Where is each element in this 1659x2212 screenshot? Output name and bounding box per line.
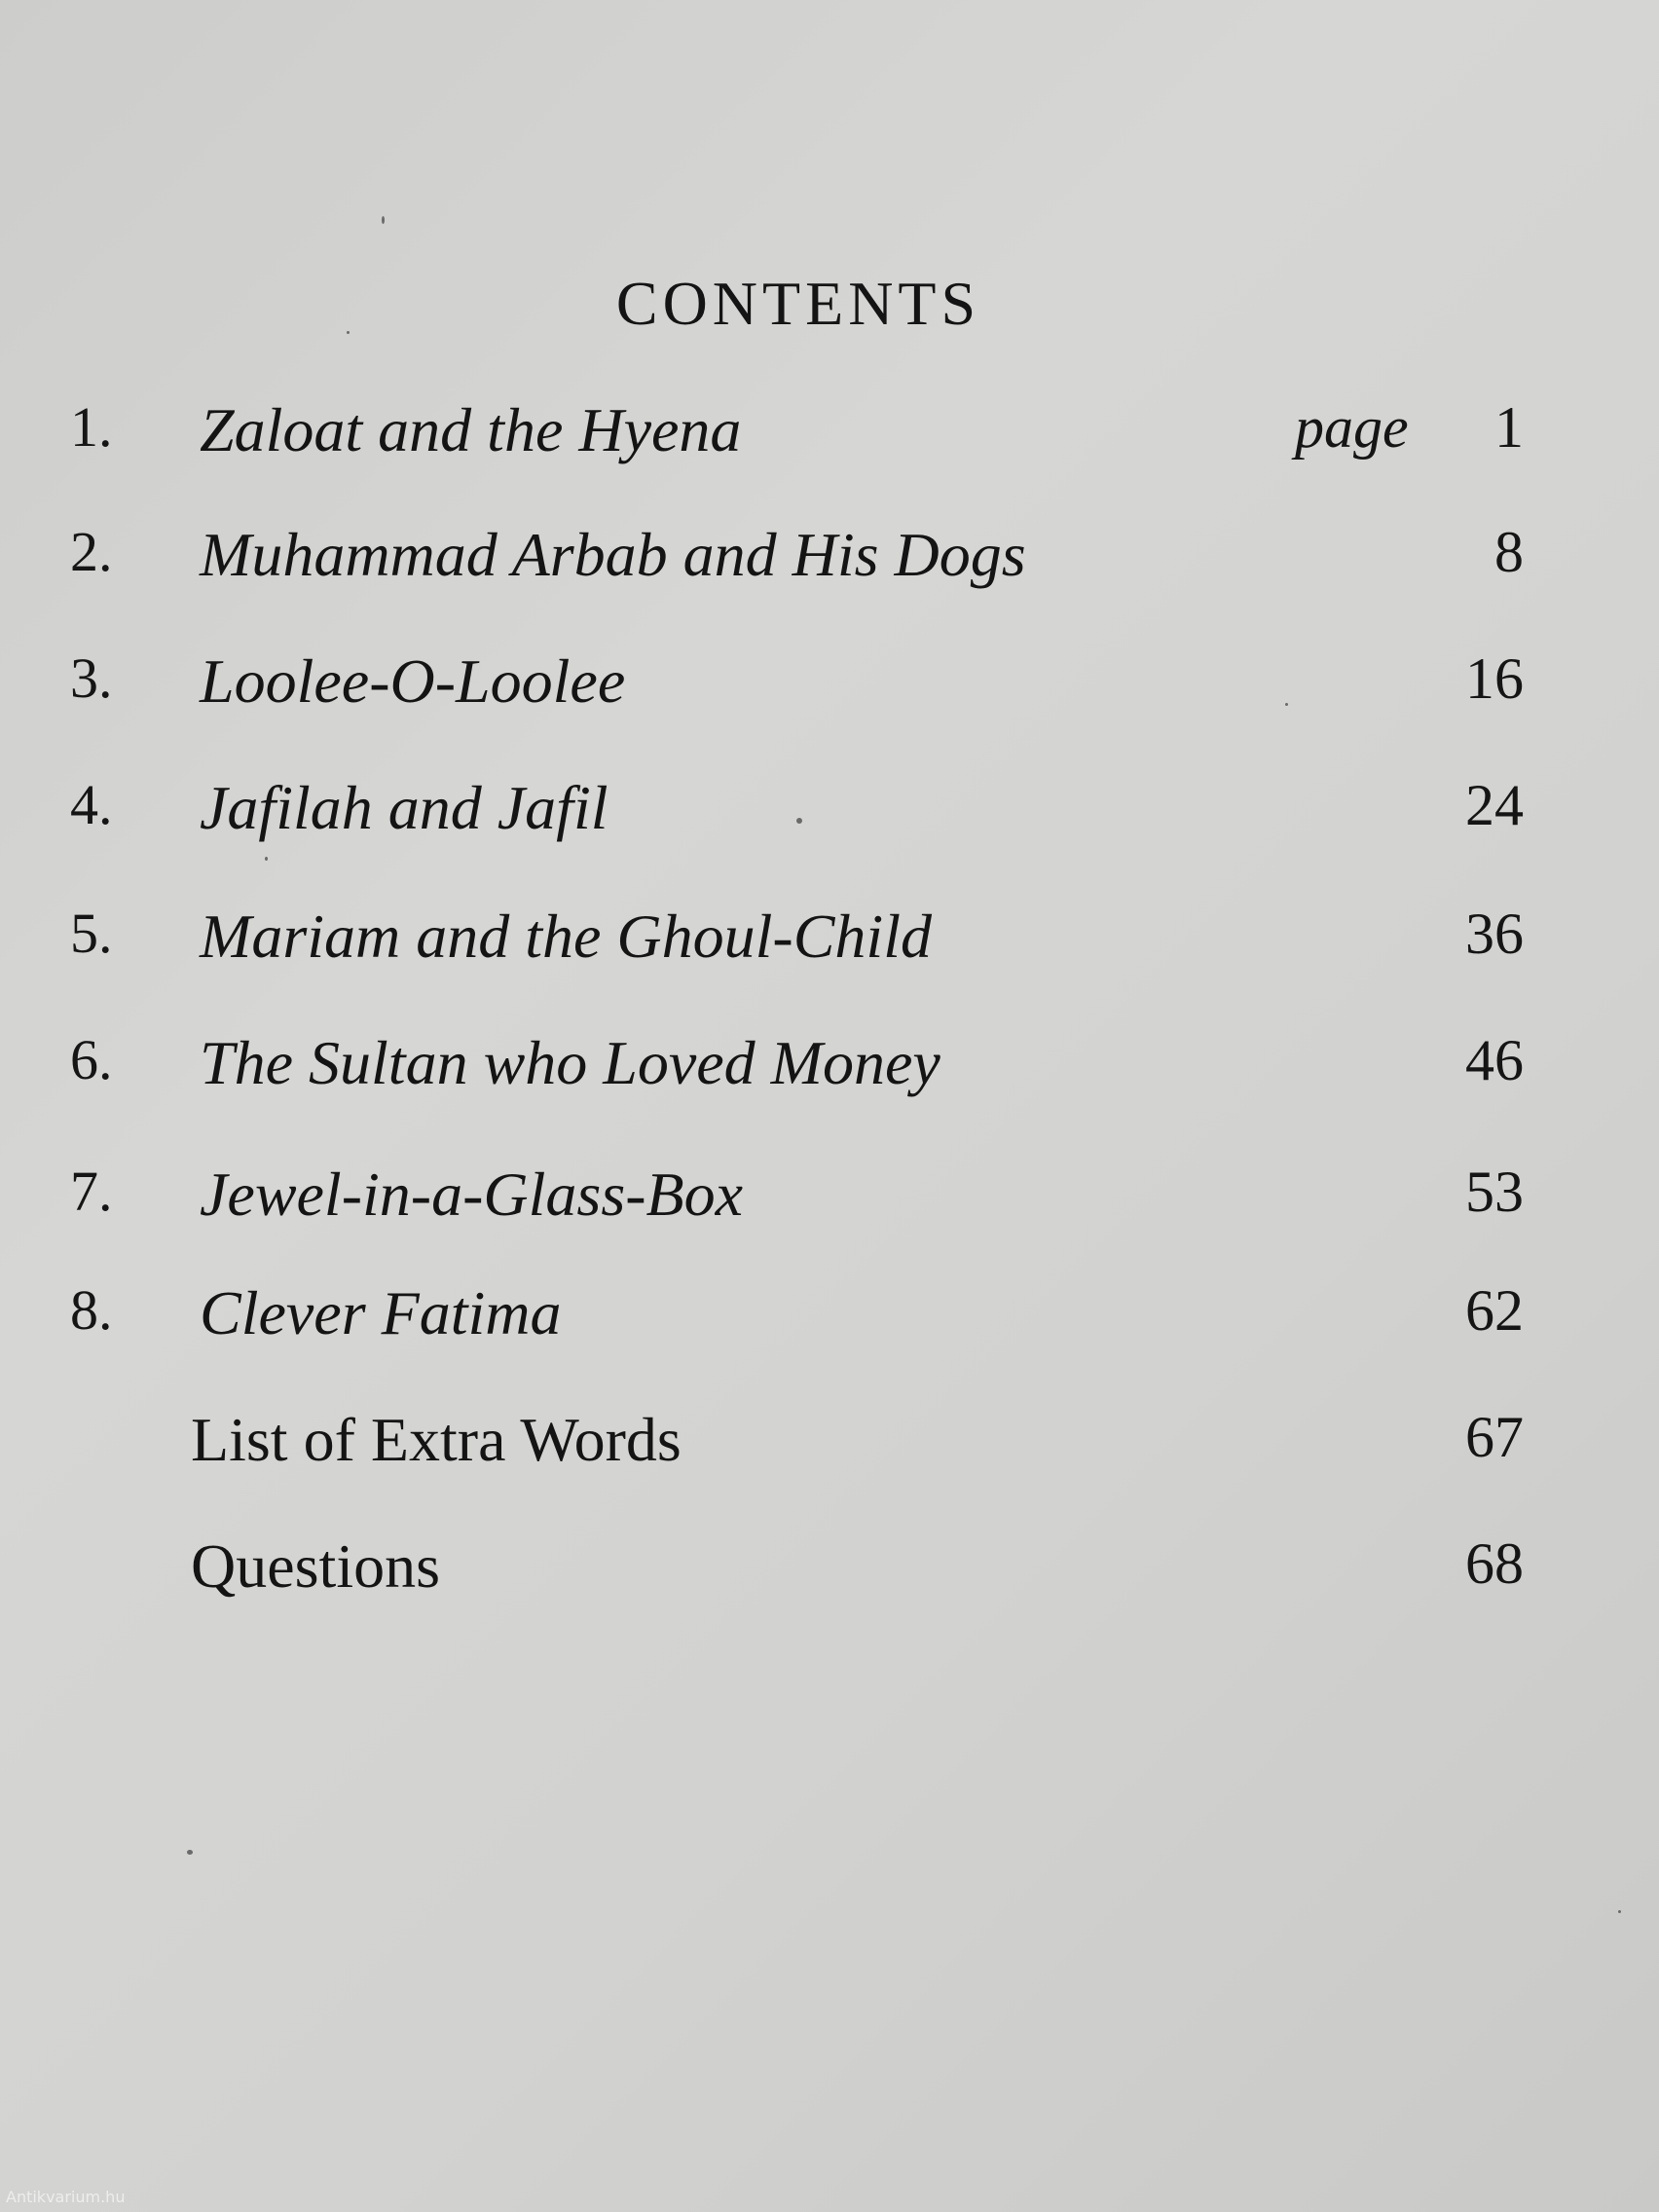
source-watermark: Antikvarium.hu [6, 2188, 126, 2206]
entry-title: Loolee-O-Loolee [200, 646, 626, 716]
toc-entry[interactable] [0, 394, 1659, 492]
extra-page-number: 67 [1465, 1405, 1524, 1469]
toc-extra-entry[interactable] [0, 1530, 1659, 1628]
entry-page-number: 53 [1465, 1160, 1524, 1224]
entry-page-number: 1 [1494, 395, 1524, 460]
entry-title: The Sultan who Loved Money [200, 1028, 940, 1097]
entry-title: Jewel-in-a-Glass-Box [200, 1160, 744, 1229]
toc-entry[interactable] [0, 1027, 1659, 1124]
paper-speck [187, 1850, 193, 1855]
extra-page-number: 68 [1465, 1531, 1524, 1596]
paper-speck [265, 857, 268, 861]
entry-title: Zaloat and the Hyena [200, 395, 742, 464]
contents-heading: CONTENTS [615, 269, 981, 338]
toc-entry[interactable] [0, 772, 1659, 869]
entry-title: Jafilah and Jafil [200, 773, 608, 842]
entry-page-number: 62 [1465, 1278, 1524, 1343]
entry-number: 3. [70, 646, 113, 710]
entry-number: 1. [70, 395, 113, 459]
toc-entry[interactable] [0, 1277, 1659, 1375]
entry-number: 6. [70, 1028, 113, 1091]
entry-title: Muhammad Arbab and His Dogs [200, 520, 1026, 589]
toc-extra-entry[interactable] [0, 1404, 1659, 1501]
entry-number: 5. [70, 902, 113, 965]
entry-number: 2. [70, 520, 113, 583]
entry-page-number: 46 [1465, 1028, 1524, 1092]
entry-page-number: 24 [1465, 773, 1524, 837]
paper-speck [796, 818, 802, 824]
toc-entry[interactable] [0, 645, 1659, 743]
toc-entry[interactable] [0, 1159, 1659, 1256]
entry-number: 7. [70, 1160, 113, 1223]
page-label: page [1295, 395, 1409, 460]
paper-speck [1285, 703, 1288, 706]
paper-speck [347, 331, 350, 334]
entry-title: Mariam and the Ghoul-Child [200, 902, 932, 971]
entry-page-number: 16 [1465, 646, 1524, 711]
toc-entry[interactable] [0, 901, 1659, 998]
entry-title: Clever Fatima [200, 1278, 562, 1347]
paper-speck [382, 216, 385, 224]
entry-page-number: 36 [1465, 902, 1524, 966]
entry-number: 4. [70, 773, 113, 836]
extra-title: Questions [191, 1531, 440, 1601]
extra-title: List of Extra Words [191, 1405, 682, 1474]
entry-page-number: 8 [1494, 520, 1524, 584]
toc-entry[interactable] [0, 519, 1659, 616]
entry-number: 8. [70, 1278, 113, 1342]
paper-speck [1618, 1910, 1621, 1913]
